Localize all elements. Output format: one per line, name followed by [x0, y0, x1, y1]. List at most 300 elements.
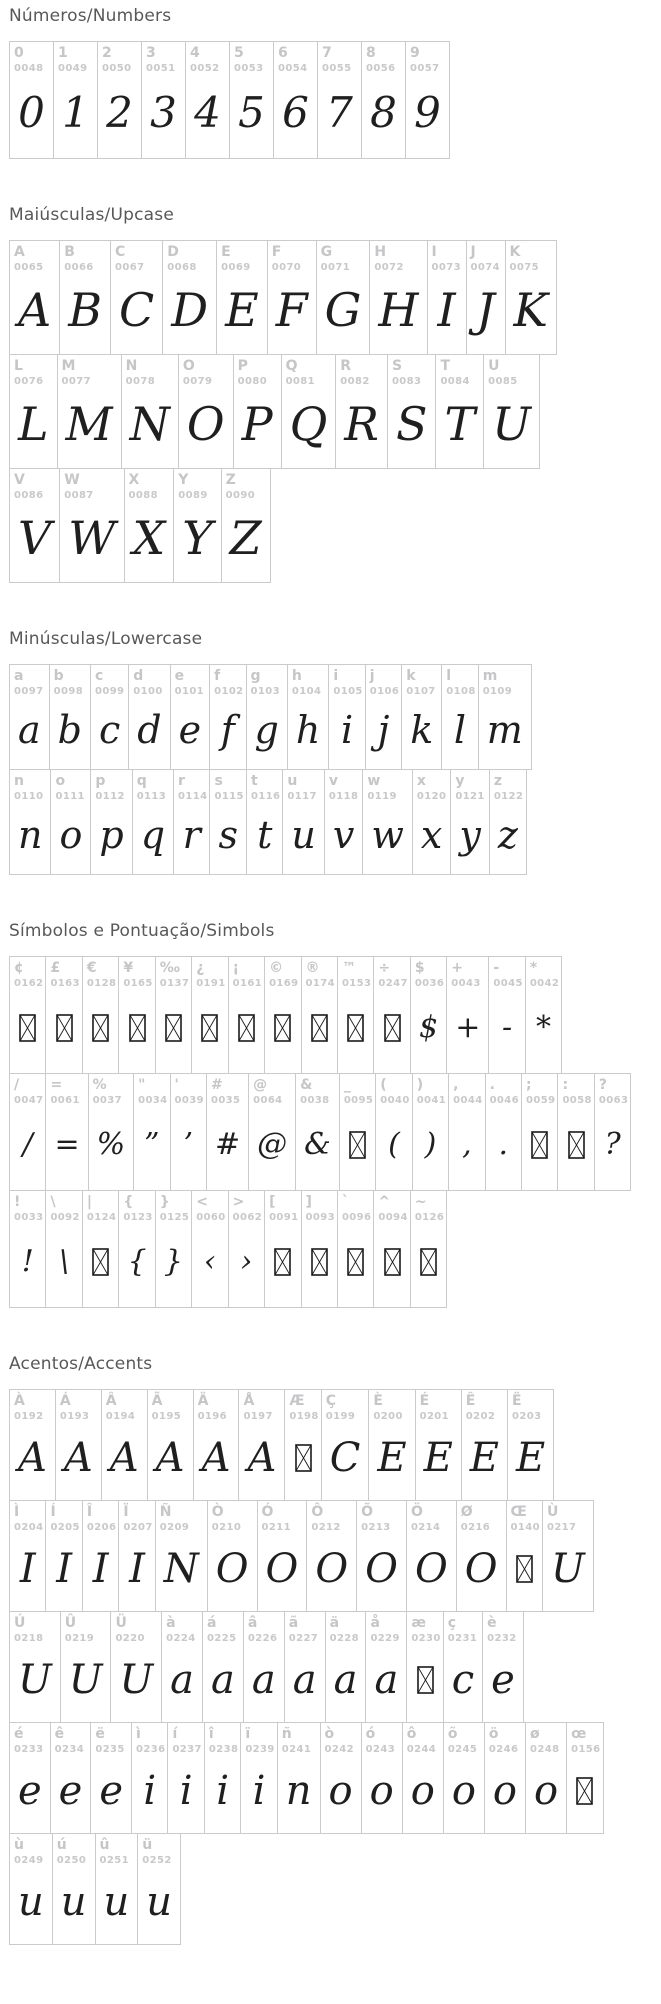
- char-glyph: [288, 698, 328, 769]
- charmap-sections: [9, 6, 661, 1945]
- char-label: I: [431, 244, 437, 260]
- glyph-text: d: [137, 707, 162, 752]
- char-cell: [209, 664, 246, 770]
- glyph-text: T: [444, 397, 476, 451]
- char-glyph: [217, 274, 267, 354]
- char-cell: [209, 769, 247, 875]
- char-label: Z: [225, 472, 236, 488]
- char-code: 0191: [196, 977, 226, 989]
- char-code: 0091: [269, 1211, 299, 1223]
- glyph-text: O: [265, 1545, 299, 1592]
- char-code: 0122: [493, 790, 524, 802]
- missing-glyph-icon: [165, 1014, 182, 1042]
- glyph-text: P: [241, 397, 273, 451]
- char-glyph: [595, 1107, 630, 1190]
- char-cell-header: [148, 1390, 193, 1423]
- char-code: 0252: [142, 1854, 172, 1866]
- char-code: 0053: [234, 62, 264, 74]
- char-cell-header: [56, 1390, 101, 1423]
- char-label: x: [416, 773, 426, 789]
- char-label: à: [166, 1615, 176, 1631]
- char-cell: [229, 41, 274, 159]
- char-label: w: [367, 773, 381, 789]
- char-code: 0204: [14, 1521, 44, 1533]
- char-cell: [273, 41, 318, 159]
- char-label: ä: [329, 1615, 340, 1631]
- char-label: k: [406, 668, 416, 684]
- char-label: ?: [598, 1077, 608, 1093]
- char-code: 0094: [378, 1211, 408, 1223]
- char-cell: [202, 1611, 244, 1723]
- char-cell: [191, 1190, 228, 1308]
- char-cell: [506, 1500, 543, 1612]
- charmap-row: [9, 1073, 661, 1191]
- charmap-row: [9, 240, 661, 355]
- char-label: ): [416, 1077, 424, 1093]
- char-label: Æ: [289, 1393, 305, 1409]
- glyph-text: 4: [194, 87, 221, 137]
- char-cell: [505, 240, 557, 355]
- char-cell-header: [174, 770, 209, 803]
- char-glyph: [526, 990, 561, 1073]
- char-cell-header: [285, 1612, 325, 1645]
- char-cell-header: [329, 665, 364, 698]
- char-label: i: [333, 668, 339, 684]
- char-glyph: [366, 1645, 406, 1722]
- charmap-row: [9, 468, 661, 583]
- glyph-text: U: [119, 1656, 154, 1703]
- glyph-text: u: [60, 1878, 87, 1925]
- char-glyph: [370, 274, 426, 354]
- glyph-text: o: [328, 1767, 353, 1814]
- char-cell-header: [83, 957, 118, 990]
- char-code: 0068: [167, 261, 197, 273]
- char-glyph: [156, 1224, 191, 1307]
- char-code: 0113: [136, 790, 167, 802]
- charmap-row: [9, 1722, 661, 1834]
- char-cell-header: [296, 1074, 339, 1107]
- char-glyph: [428, 274, 466, 354]
- char-cell-header: [111, 1612, 161, 1645]
- char-label: a: [14, 668, 24, 684]
- char-cell: [110, 240, 163, 355]
- char-cell: [170, 664, 211, 770]
- char-cell: [306, 1500, 357, 1612]
- char-code: 0228: [329, 1632, 360, 1644]
- char-code: 0225: [207, 1632, 237, 1644]
- char-cell: [373, 956, 410, 1074]
- char-glyph: [374, 1224, 409, 1307]
- char-label: â: [247, 1615, 258, 1631]
- glyph-text: i: [216, 1767, 229, 1814]
- char-label: 3: [146, 45, 156, 61]
- char-cell-header: [10, 1191, 45, 1224]
- char-cell: [415, 1389, 462, 1501]
- char-code: 0108: [446, 685, 476, 697]
- glyph-text: ‹: [203, 1243, 216, 1279]
- glyph-text: o: [59, 812, 83, 857]
- char-glyph: [46, 1534, 81, 1611]
- char-label: Ë: [512, 1393, 522, 1409]
- char-code: 0238: [208, 1743, 239, 1755]
- glyph-text: 8: [370, 87, 397, 137]
- char-label: Ò: [211, 1504, 224, 1520]
- glyph-text: O: [315, 1545, 349, 1592]
- glyph-text: ?: [604, 1126, 621, 1162]
- char-glyph: [363, 803, 412, 874]
- char-glyph: [526, 1756, 566, 1833]
- char-code: 0174: [305, 977, 335, 989]
- char-label: œ: [571, 1726, 587, 1742]
- section-accents: [9, 1354, 661, 1945]
- char-cell-header: [317, 241, 370, 274]
- char-cell-header: [119, 1501, 154, 1534]
- char-cell: [284, 1611, 326, 1723]
- glyph-text: U: [492, 397, 531, 451]
- char-glyph: [138, 1867, 180, 1944]
- glyph-text: (: [388, 1126, 400, 1162]
- glyph-text: o: [534, 1767, 559, 1814]
- missing-glyph-icon: [92, 1248, 109, 1276]
- char-cell: [82, 956, 119, 1074]
- char-code: 0128: [86, 977, 117, 989]
- char-glyph: [325, 803, 362, 874]
- char-glyph: [485, 1756, 525, 1833]
- char-label: õ: [447, 1726, 458, 1742]
- char-cell-header: [526, 957, 561, 990]
- char-cell: [59, 468, 124, 583]
- glyph-text: k: [410, 707, 434, 752]
- char-cell-header: [207, 1074, 248, 1107]
- char-code: 0235: [95, 1743, 125, 1755]
- glyph-text: q: [140, 812, 166, 857]
- char-label: /: [14, 1077, 20, 1093]
- glyph-text: 2: [106, 87, 133, 137]
- char-cell: [9, 1611, 61, 1723]
- char-glyph: [222, 502, 270, 582]
- char-cell: [448, 1073, 485, 1191]
- charmap-row: [9, 1833, 661, 1945]
- char-cell-header: [302, 957, 337, 990]
- char-cell: [137, 1833, 181, 1945]
- glyph-text: C: [119, 283, 155, 337]
- char-code: 0072: [374, 261, 404, 273]
- char-cell-header: [403, 1723, 443, 1756]
- char-cell-header: [444, 1723, 484, 1756]
- char-cell-header: [10, 1074, 45, 1107]
- char-glyph: [413, 1107, 448, 1190]
- char-cell: [50, 769, 91, 875]
- char-cell: [277, 1722, 321, 1834]
- char-cell: [405, 41, 450, 159]
- char-code: 0232: [487, 1632, 517, 1644]
- char-glyph: [522, 1107, 557, 1190]
- glyph-text: e: [99, 1767, 124, 1814]
- char-cell-header: [122, 355, 178, 388]
- glyph-text: ›: [240, 1243, 253, 1279]
- char-label: æ: [411, 1615, 426, 1631]
- char-code: 0207: [123, 1521, 153, 1533]
- char-cell: [369, 240, 427, 355]
- missing-glyph-icon: [531, 1131, 548, 1159]
- char-cell-header: [484, 355, 539, 388]
- char-code: 0163: [50, 977, 80, 989]
- char-code: 0195: [151, 1410, 182, 1422]
- glyph-text: i: [143, 1767, 157, 1814]
- char-cell: [427, 240, 467, 355]
- char-label: È: [373, 1393, 383, 1409]
- glyph-text: D: [171, 283, 209, 337]
- glyph-text: I: [56, 1545, 73, 1592]
- char-cell: [88, 1073, 135, 1191]
- char-label: *: [529, 960, 538, 976]
- char-label: :: [562, 1077, 569, 1093]
- char-label: S: [391, 358, 403, 374]
- char-label: ‰: [159, 960, 180, 976]
- char-code: 0214: [410, 1521, 441, 1533]
- glyph-text: V: [18, 511, 52, 565]
- char-label: C: [115, 244, 126, 260]
- char-label: t: [250, 773, 258, 789]
- char-label: q: [136, 773, 147, 789]
- char-cell-header: [171, 665, 210, 698]
- char-code: 0161: [232, 977, 263, 989]
- glyph-text: N: [129, 397, 170, 451]
- glyph-text: i: [341, 707, 354, 752]
- char-cell: [128, 664, 170, 770]
- glyph-text: e: [58, 1767, 83, 1814]
- glyph-text: A: [18, 1434, 47, 1481]
- char-glyph: [91, 803, 131, 874]
- glyph-text: g: [254, 707, 279, 752]
- char-glyph: [10, 803, 50, 874]
- char-glyph: [89, 1107, 134, 1190]
- char-cell: [406, 1500, 457, 1612]
- missing-glyph-icon: [201, 1014, 218, 1042]
- char-label: ô: [406, 1726, 417, 1742]
- char-cell-header: [486, 1074, 521, 1107]
- char-cell-header: [436, 355, 483, 388]
- char-glyph: [91, 698, 128, 769]
- char-cell-header: [192, 957, 227, 990]
- char-code: 0199: [325, 1410, 356, 1422]
- char-glyph: [133, 803, 173, 874]
- glyph-text: O: [464, 1545, 498, 1592]
- char-label: Y: [178, 472, 189, 488]
- char-cell-header: [10, 957, 45, 990]
- char-code: 0047: [14, 1094, 44, 1106]
- char-glyph: [203, 1645, 243, 1722]
- char-label: Ø: [460, 1504, 473, 1520]
- char-code: 0117: [287, 790, 317, 802]
- char-cell-header: [142, 42, 185, 75]
- char-label: z: [493, 773, 502, 789]
- char-glyph: [283, 803, 323, 874]
- char-cell-header: [369, 1390, 414, 1423]
- glyph-text: p: [99, 812, 124, 857]
- char-cell-header: [489, 957, 524, 990]
- char-cell-header: [543, 1501, 593, 1534]
- char-cell: [566, 1722, 603, 1834]
- char-label: r: [178, 773, 185, 789]
- char-glyph: [119, 990, 154, 1073]
- glyph-text: U: [18, 1656, 52, 1703]
- char-cell: [50, 1722, 92, 1834]
- char-label: Ö: [410, 1504, 423, 1520]
- char-cell-header: [338, 1191, 373, 1224]
- char-cell: [361, 1722, 403, 1834]
- char-label: 5: [234, 45, 244, 61]
- glyph-text: X: [132, 511, 166, 565]
- char-cell: [121, 354, 179, 469]
- char-cell-header: [91, 770, 131, 803]
- char-cell-header: [258, 1501, 307, 1534]
- glyph-text: e: [491, 1656, 515, 1703]
- glyph-text: %: [96, 1126, 126, 1162]
- section-lowercase: [9, 629, 661, 875]
- char-cell: [282, 769, 324, 875]
- char-label: Q: [285, 358, 298, 374]
- char-code: 0074: [470, 261, 500, 273]
- char-glyph: [83, 1534, 118, 1611]
- missing-glyph-icon: [274, 1014, 291, 1042]
- char-cell: [361, 41, 406, 159]
- glyph-text: E: [423, 1434, 453, 1481]
- char-label: B: [64, 244, 75, 260]
- char-cell: [339, 1073, 376, 1191]
- char-code: 0230: [411, 1632, 441, 1644]
- glyph-text: z: [497, 812, 518, 857]
- missing-glyph-icon: [56, 1014, 73, 1042]
- char-cell-header: [265, 957, 300, 990]
- char-code: 0234: [54, 1743, 85, 1755]
- char-code: 0239: [245, 1743, 275, 1755]
- char-cell-header: [138, 1834, 180, 1867]
- char-cell: [238, 1389, 285, 1501]
- char-cell: [9, 41, 54, 159]
- char-code: 0084: [440, 375, 470, 387]
- char-cell-header: [174, 469, 220, 502]
- char-label: \: [50, 1194, 56, 1210]
- char-glyph: [329, 698, 364, 769]
- glyph-text: 6: [282, 87, 309, 137]
- char-code: 0115: [214, 790, 244, 802]
- glyph-text: ”: [144, 1126, 160, 1162]
- char-cell-header: [119, 1191, 154, 1224]
- char-glyph: [229, 990, 264, 1073]
- char-cell-header: [274, 42, 317, 75]
- char-code: 0226: [247, 1632, 278, 1644]
- char-label: d: [133, 668, 144, 684]
- char-cell: [365, 1611, 407, 1723]
- glyph-text: n: [18, 812, 43, 857]
- glyph-text: 3: [150, 87, 177, 137]
- char-code: 0111: [55, 790, 85, 802]
- char-glyph: [10, 698, 49, 769]
- char-cell: [281, 354, 337, 469]
- char-code: 0073: [431, 261, 461, 273]
- char-cell: [9, 1722, 51, 1834]
- char-cell: [221, 468, 271, 583]
- char-code: 0210: [211, 1521, 242, 1533]
- char-label: 8: [366, 45, 376, 61]
- char-glyph: [490, 803, 526, 874]
- char-label: (: [380, 1077, 387, 1093]
- char-cell: [9, 468, 60, 583]
- char-code: 0044: [453, 1094, 483, 1106]
- char-glyph: [403, 1756, 443, 1833]
- char-glyph: [174, 502, 220, 582]
- char-cell-header: [210, 770, 246, 803]
- char-label: ç: [447, 1615, 457, 1631]
- char-cell: [401, 664, 442, 770]
- char-label: ': [174, 1077, 179, 1093]
- char-cell: [521, 1073, 558, 1191]
- char-cell: [484, 1722, 526, 1834]
- char-cell-header: [595, 1074, 630, 1107]
- char-cell: [402, 1722, 444, 1834]
- char-glyph: [239, 1423, 284, 1500]
- char-glyph: [274, 75, 317, 158]
- char-cell: [173, 769, 210, 875]
- char-cell: [185, 41, 230, 159]
- char-cell-header: [217, 241, 267, 274]
- char-label: K: [509, 244, 521, 260]
- char-cell: [337, 1190, 374, 1308]
- char-cell: [52, 1833, 96, 1945]
- char-code: 0034: [138, 1094, 168, 1106]
- char-cell: [466, 240, 506, 355]
- char-cell: [373, 1190, 410, 1308]
- charmap-row: [9, 41, 661, 159]
- char-code: 0201: [419, 1410, 450, 1422]
- char-cell-header: [10, 1834, 52, 1867]
- char-glyph: [46, 1107, 87, 1190]
- char-code: 0233: [14, 1743, 44, 1755]
- char-label: V: [14, 472, 25, 488]
- char-cell: [320, 1722, 362, 1834]
- char-cell: [375, 1073, 412, 1191]
- char-cell: [228, 956, 265, 1074]
- missing-glyph-icon: [420, 1248, 437, 1276]
- glyph-text: #: [214, 1126, 241, 1162]
- glyph-text: j: [377, 707, 390, 752]
- char-code: 0251: [99, 1854, 129, 1866]
- char-cell: [264, 956, 301, 1074]
- char-cell-header: [10, 469, 59, 502]
- char-glyph: [447, 990, 488, 1073]
- char-code: 0078: [125, 375, 156, 387]
- char-cell: [155, 1500, 208, 1612]
- char-glyph: [163, 274, 216, 354]
- char-cell-header: [194, 1390, 239, 1423]
- char-label: Œ: [510, 1504, 527, 1520]
- char-glyph: [241, 1756, 276, 1833]
- char-code: 0102: [214, 685, 244, 697]
- char-glyph: [407, 1534, 456, 1611]
- char-code: 0062: [232, 1211, 263, 1223]
- char-cell-header: [58, 355, 121, 388]
- char-cell: [45, 956, 82, 1074]
- char-cell: [335, 354, 388, 469]
- char-glyph: [179, 388, 233, 468]
- char-glyph: [148, 1423, 193, 1500]
- char-label: Ï: [123, 1504, 129, 1520]
- char-glyph: [268, 274, 316, 354]
- glyph-text: L: [18, 397, 49, 451]
- char-cell: [337, 956, 374, 1074]
- char-glyph: [362, 75, 405, 158]
